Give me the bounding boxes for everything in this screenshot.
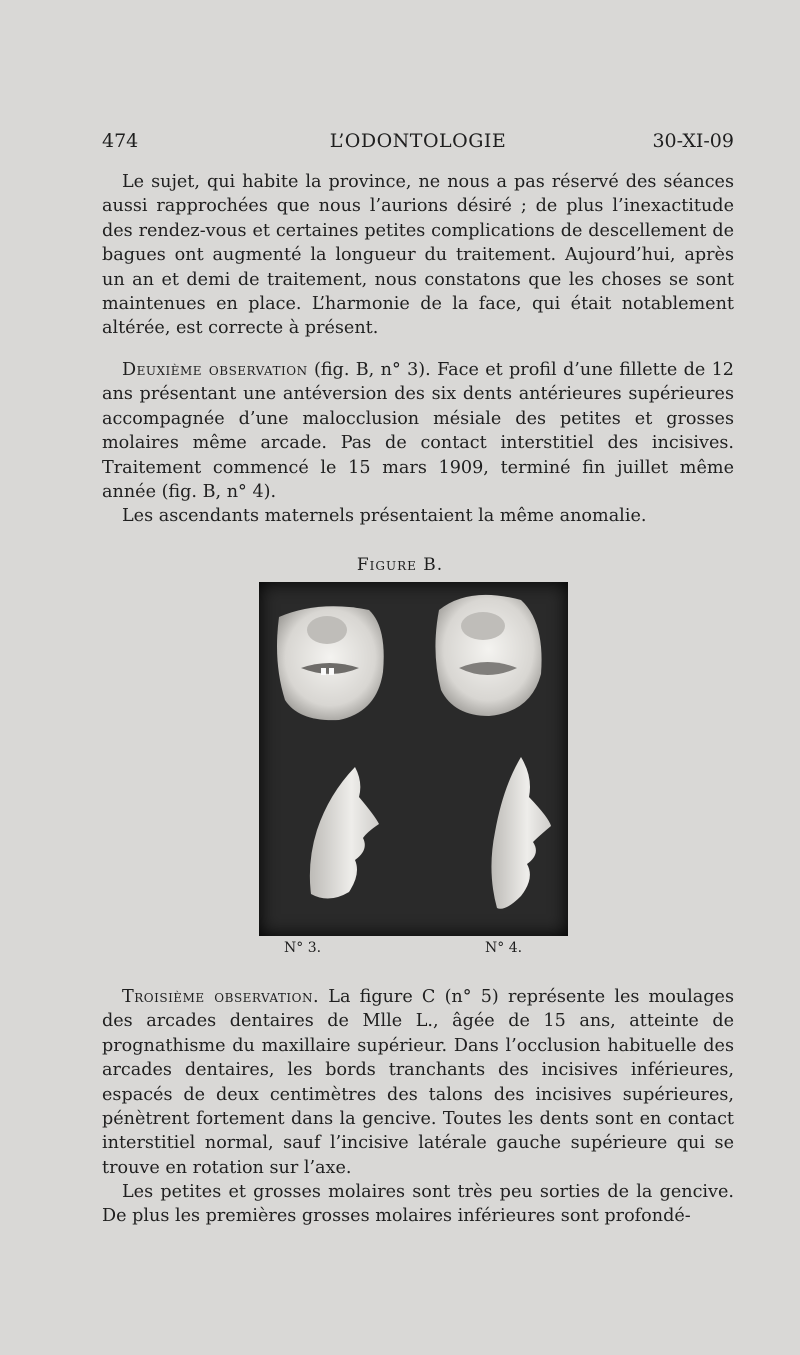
caption-no-4: N° 4.: [485, 940, 523, 956]
cast-profile-left: [310, 767, 379, 899]
cast-front-left: [277, 606, 384, 720]
paragraph-heredity: Les ascendants maternels présentaient la même anomalie.: [122, 506, 647, 526]
observation-heading: Troisième observation.: [122, 987, 320, 1007]
paragraph-third-observation: [102, 985, 734, 1180]
figure-title: Figure B.: [356, 555, 444, 575]
paragraph-second-observation: [102, 358, 734, 504]
cast-front-right: [435, 595, 541, 716]
plaster-casts-image: [259, 582, 568, 936]
paragraph-molars: Les petites et grosses molaires sont très peu sorties de la gencive. De plus les premières grosses molaires inférieures sont profondé-: [102, 1182, 734, 1227]
caption-no-3: N° 3.: [284, 940, 322, 956]
journal-title: L’ODONTOLOGIE: [329, 130, 507, 152]
figure-photograph: [259, 582, 568, 936]
observation-text: La figure C (n° 5) représente les moulages des arcades dentaires de Mlle L., âgée de 15 ans, atteinte de prognathisme du maxillaire supérieur. Dans l’occlusion habituelle des arcades dentaires, les bords tranchants des incisives inférieures, espacés de deux centimètres des talons des incisives supérieures, pénètrent fortement dans la gencive. Toutes les dents sont en contact interstitiel normal, sauf l’incisive latérale gauche supérieure qui se trouve en rotation sur l’axe.: [102, 987, 734, 1178]
observation-text: (fig. B, n° 3). Face et profil d’une fillette de 12 ans présentant une antéversion des six dents antérieures supérieures accompagnée d’une malocclusion mésiale des petites et grosses molaires même arcade. Pas de contact interstitiel des incisives. Traitement commencé le 15 mars 1909, terminé fin juillet même année (fig. B, n° 4).: [102, 360, 734, 503]
page-number: 474: [102, 130, 139, 152]
running-header: [102, 130, 734, 160]
observation-heading: Deuxième observation: [122, 360, 308, 380]
cast-profile-right: [491, 757, 551, 909]
issue-date: 30-XI-09: [652, 130, 734, 152]
paragraph-treatment-summary: Le sujet, qui habite la province, ne nous a pas réservé des séances aussi rapprochées que nous l’aurions désiré ; de plus l’inexactitude des rendez-vous et certaines petites complications de descellement de bagues ont augmenté la longueur du traitement. Aujourd’hui, après un an et demi de traitement, nous constatons que les choses se sont maintenues en place. L’harmonie de la face, qui était notablement altérée, est correcte à présent.: [102, 172, 734, 339]
